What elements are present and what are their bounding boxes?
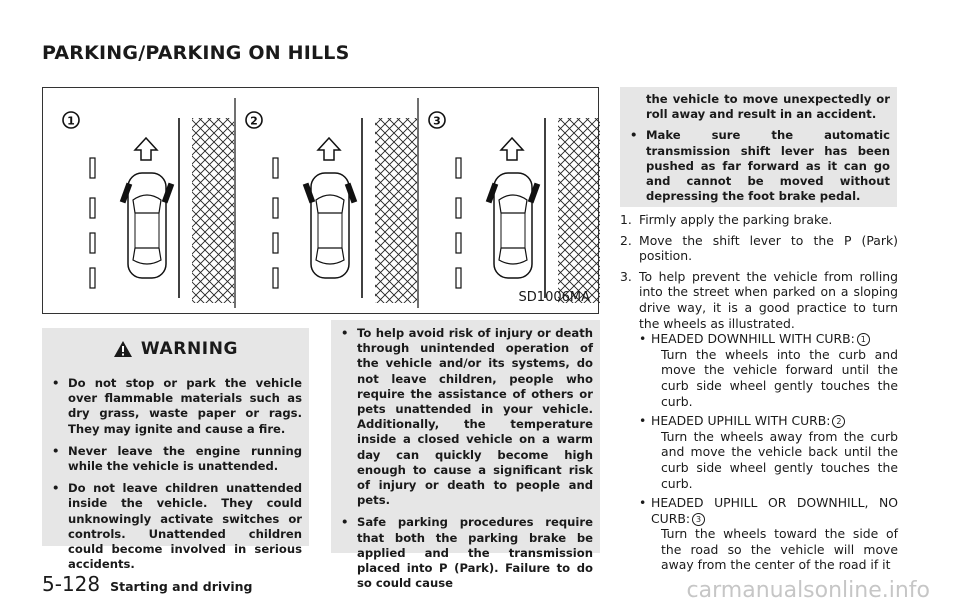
lane-mark xyxy=(90,233,95,253)
page-number: 5-128 xyxy=(42,572,101,596)
hill-case-downhill-curb: • HEADED DOWNHILL WITH CURB: 1 Turn the wheels into the curb and move the vehicle forward until the curb side wheel gently touches the curb. xyxy=(639,331,898,409)
sidewalk-hatch xyxy=(558,118,600,303)
scene-label: 3 xyxy=(433,114,441,128)
lane-mark xyxy=(273,233,278,253)
warning-triangle-icon xyxy=(113,340,133,358)
lane-mark xyxy=(456,198,461,218)
parking-diagram xyxy=(43,88,600,315)
lane-mark xyxy=(456,268,461,288)
warning-item: • Never leave the engine running while the vehicle is unattended. xyxy=(52,443,302,474)
ref-1-icon: 1 xyxy=(857,333,870,346)
direction-arrow xyxy=(318,138,340,160)
sidewalk-hatch xyxy=(375,118,417,303)
page-title: PARKING/PARKING ON HILLS xyxy=(42,42,350,64)
bullet: • xyxy=(341,326,349,340)
step-1: 1. Firmly apply the parking brake. xyxy=(620,212,833,227)
warning-list-3 xyxy=(628,92,890,211)
lane-mark xyxy=(273,198,278,218)
hill-case-no-curb: • HEADED UPHILL OR DOWNHILL, NO CURB: 3 Turn the wheels toward the side of the road so the vehicle will move away from the center of the road if it xyxy=(639,495,898,573)
hill-case-list xyxy=(639,331,898,573)
warning-label: WARNING xyxy=(140,339,239,359)
warning-item: • Do not leave children unattended inside the vehicle. They could unknowingly activate switches or controls. Unattended children could become involved in serious accidents. xyxy=(52,481,302,572)
step-3: 3. To help prevent the vehicle from rolling into the street when parked on a sloping drive way, it is a good practice to turn the wheels as illustrated. • HEADED DOWNHILL WITH CURB: 1 Turn the wheels into the curb and move the vehicle forward until the curb side wheel gently touches the curb. • HEADED UPHILL WITH CURB: 2 Turn the wheels away from the curb and move the vehicle back until the curb side wheel gently touches the curb. • HEADED UPHILL OR DOWNHILL, NO CURB: 3 Turn the wheels toward the side of the road so the vehicle will move away from the center of the road if it xyxy=(620,268,898,573)
lane-mark xyxy=(90,198,95,218)
bullet: • xyxy=(52,443,60,458)
lane-mark xyxy=(273,158,278,178)
warning-list-2 xyxy=(339,326,593,598)
figure-id: SD1006MA xyxy=(518,290,590,305)
chapter-name: Starting and driving xyxy=(110,579,253,594)
bullet: • xyxy=(341,515,349,530)
warning-list-1 xyxy=(50,376,302,579)
parking-illustration xyxy=(42,87,599,314)
sidewalk-hatch xyxy=(192,118,234,303)
car-body xyxy=(311,173,349,278)
lane-mark xyxy=(273,268,278,288)
warning-item: • Safe parking procedures require that both the parking brake be applied and the transmission placed into P (Park). Failure to do so could cause xyxy=(341,515,593,591)
warning-heading xyxy=(42,334,309,364)
bullet: • xyxy=(52,481,60,496)
bullet: • xyxy=(630,128,638,143)
lane-mark xyxy=(90,268,95,288)
warning-item: • Do not stop or park the vehicle over flammable materials such as dry grass, waste paper or rags. They may ignite and cause a fire. xyxy=(52,376,302,436)
scene-label: 2 xyxy=(250,114,258,128)
direction-arrow xyxy=(135,138,157,160)
warning-item: • To help avoid risk of injury or death through unintended operation of the vehicle and/or its systems, do not leave children, people who require the assistance of others or pets unattended in your vehicle. Additionally, the temperature inside a closed vehicle on a warm day can quickly become high enough to cause a significant risk of injury or death to people and pets. xyxy=(341,326,593,508)
parking-steps xyxy=(620,212,898,578)
lane-mark xyxy=(90,158,95,178)
bullet: • xyxy=(52,376,60,390)
car-body xyxy=(494,173,532,278)
car-body xyxy=(128,173,166,278)
scene-label: 1 xyxy=(67,114,75,128)
direction-arrow xyxy=(501,138,523,160)
lane-mark xyxy=(456,158,461,178)
warning-continuation: the vehicle to move unexpectedly or roll away and result in an accident. xyxy=(646,92,890,122)
warning-item: • Make sure the automatic transmission shift lever has been pushed as far forward as it can go and cannot be moved without depressing the foot brake pedal. xyxy=(630,128,890,204)
ref-3-icon: 3 xyxy=(692,513,705,526)
watermark: carmanualsonline.info xyxy=(686,578,930,603)
step-2: 2. Move the shift lever to the P (Park) position. xyxy=(620,232,898,264)
ref-2-icon: 2 xyxy=(832,415,845,428)
lane-mark xyxy=(456,233,461,253)
hill-case-uphill-curb: • HEADED UPHILL WITH CURB: 2 Turn the wheels away from the curb and move the vehicle back until the curb side wheel gently touches the curb. xyxy=(639,413,898,491)
page-footer xyxy=(42,572,252,596)
